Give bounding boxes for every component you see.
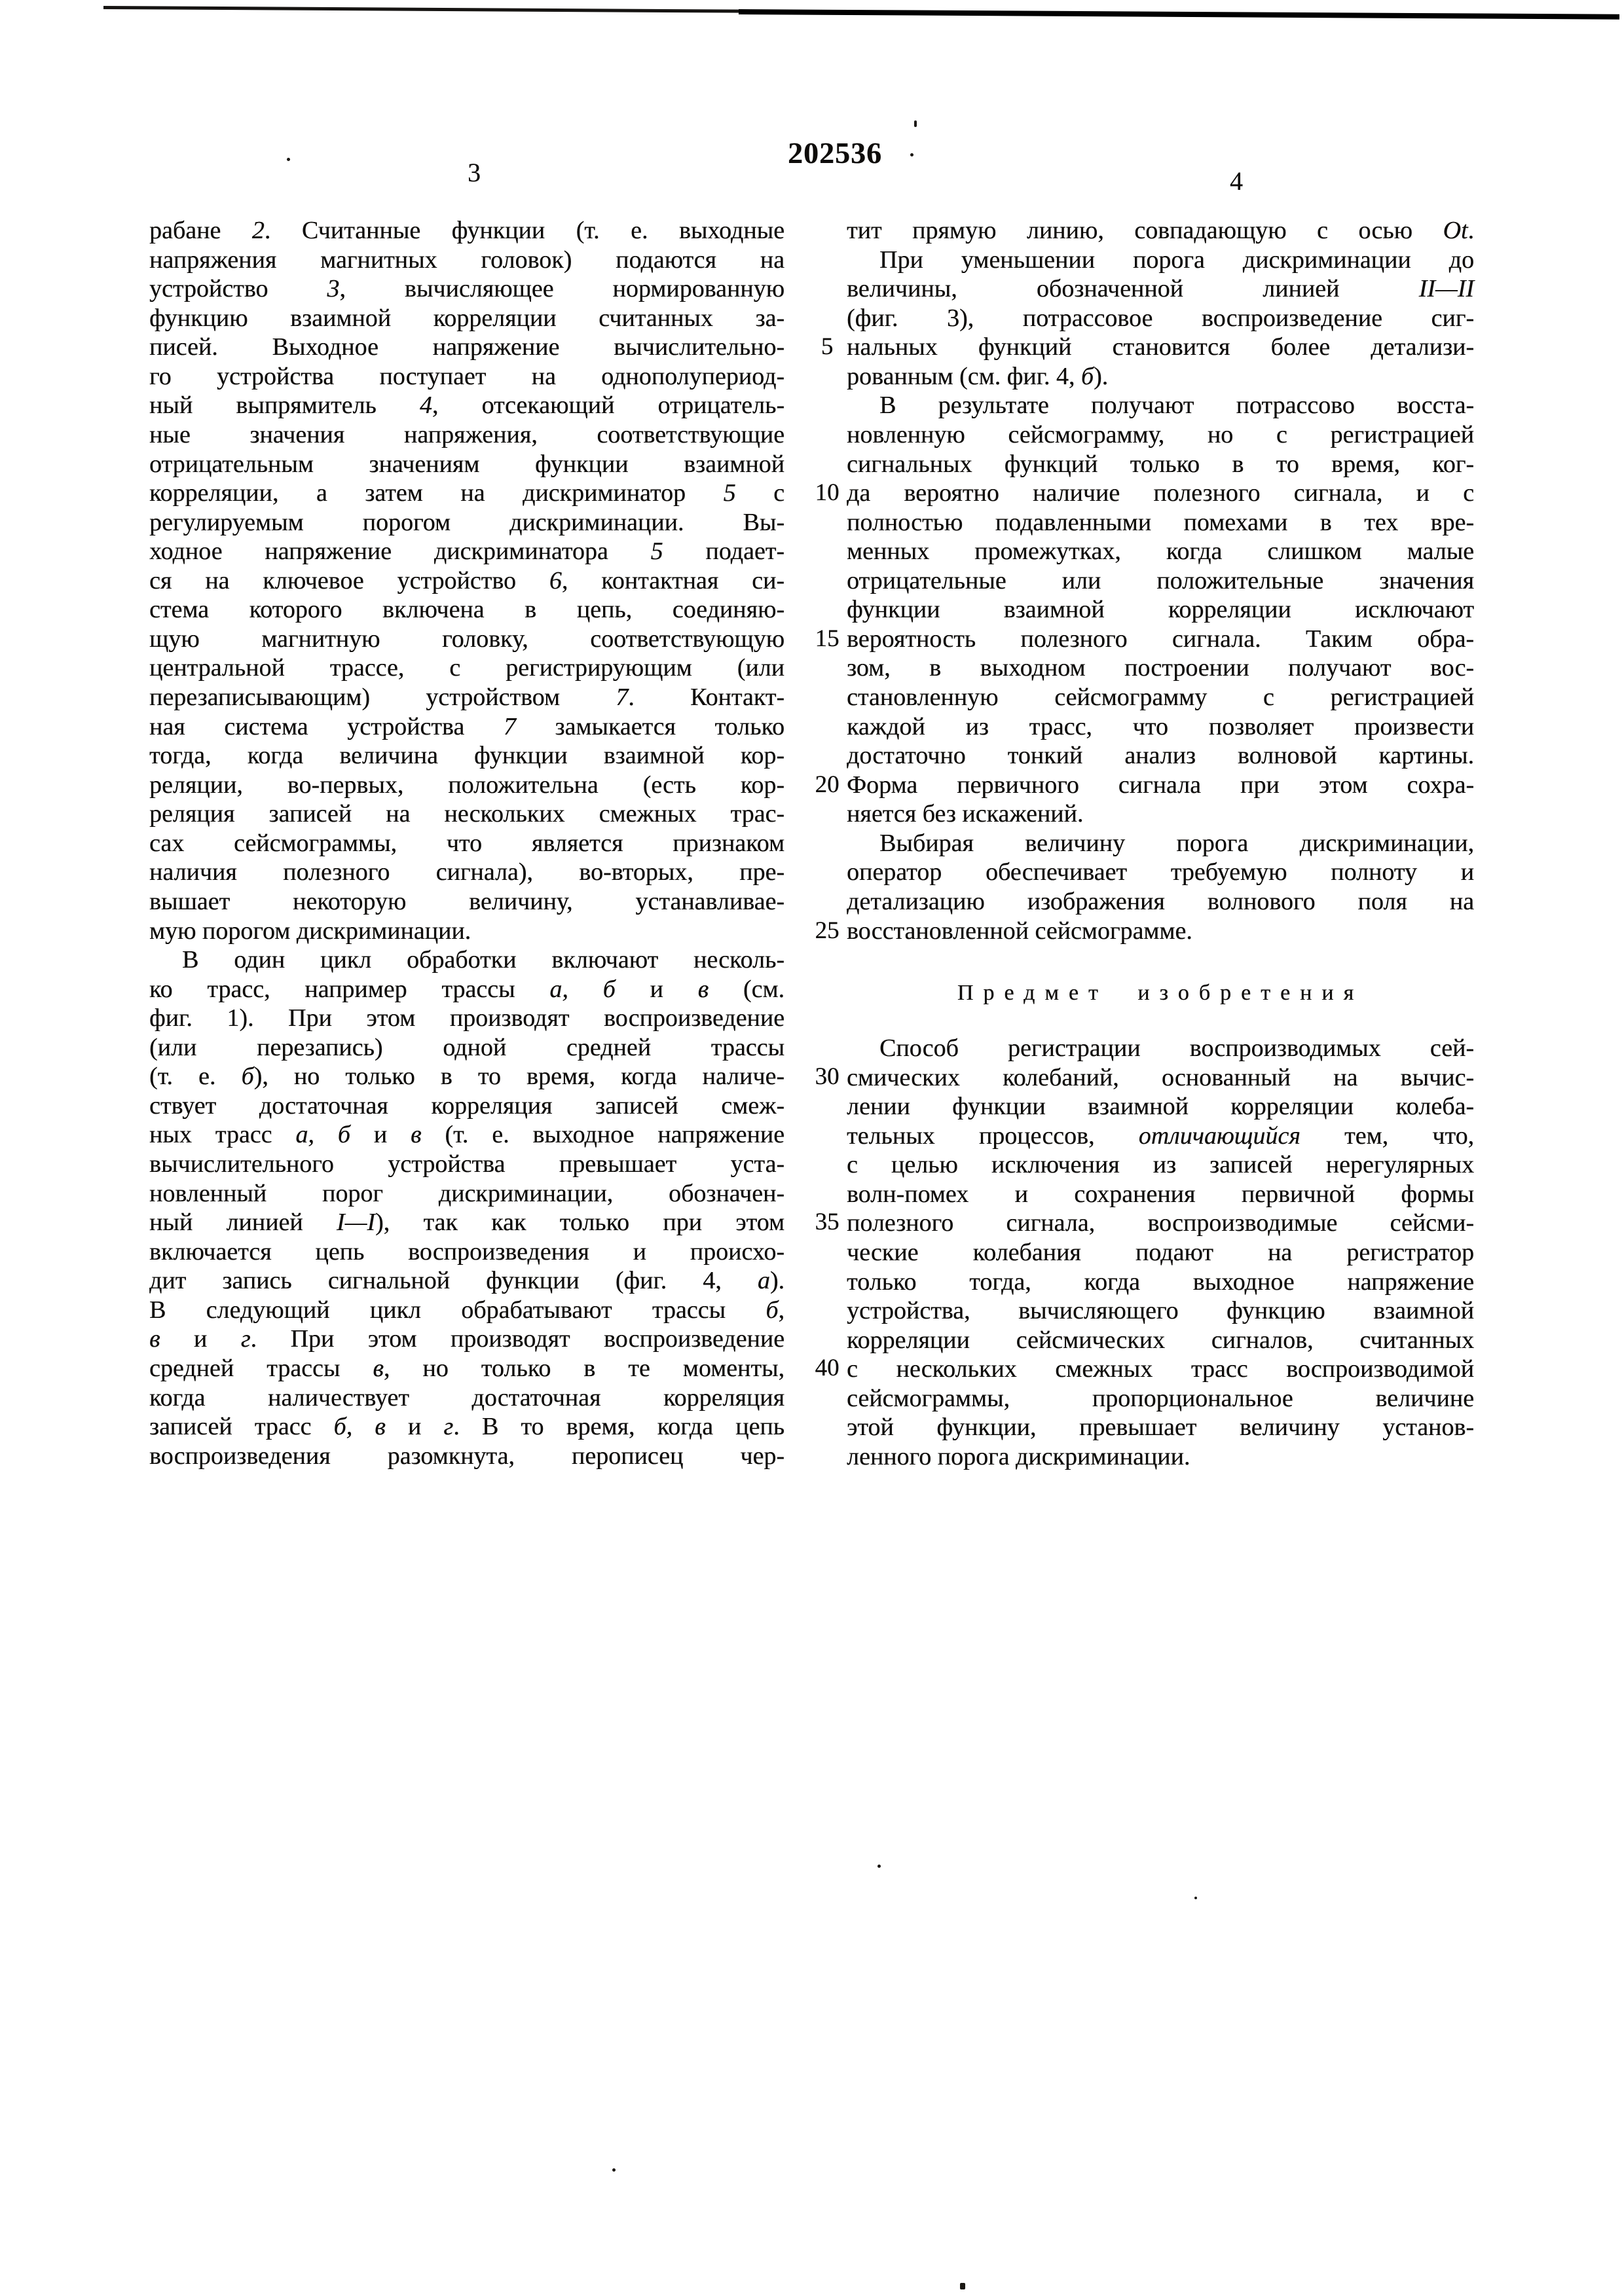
text-line: При уменьшении порога дискриминации до [879, 246, 1474, 274]
text-line: центральной трассе, с регистрирующим (или [149, 654, 784, 682]
gutter-line-number: 25 [815, 917, 840, 944]
text-line: устройства, вычисляющего функцию взаимной [847, 1297, 1474, 1325]
text-line: восстановленной сейсмограмме. [847, 917, 1192, 945]
text-line: достаточно тонкий анализ волновой картины. [847, 742, 1474, 770]
text-line: стема которого включена в цепь, соединяю- [149, 596, 784, 624]
text-line: оператор обеспечивает требуемую полноту и [847, 858, 1474, 886]
text-line: ческие колебания подают на регистратор [847, 1238, 1474, 1266]
text-line: ный выпрямитель 4, отсекающий отрицатель- [149, 392, 784, 420]
text-line: ный линией I—I), так как только при этом [149, 1209, 784, 1237]
text-line: ные значения напряжения, соответствующие [149, 420, 784, 448]
text-line: зом, в выходном построении получают вос- [847, 654, 1474, 682]
scan-speck [960, 2283, 965, 2289]
text-line: Выбирая величину порога дискриминации, [879, 829, 1474, 857]
gutter-line-number: 30 [815, 1063, 840, 1090]
gutter-line-number: 35 [815, 1209, 840, 1236]
text-line: воспроизведения разомкнута, перописец чер- [149, 1442, 784, 1470]
text-line: устройство 3, вычисляющее нормированную [149, 275, 785, 303]
gutter-line-number: 15 [815, 625, 840, 652]
text-line: с нескольких смежных трасс воспроизводимой [847, 1355, 1474, 1383]
text-line: нальных функций становится более детализи- [847, 333, 1474, 361]
text-line: ко трасс, например трассы а, б и в (см. [149, 975, 784, 1003]
text-line: записей трасс б, в и г. В то время, когда цепь [149, 1413, 785, 1441]
text-line: вероятность полезного сигнала. Таким обра- [847, 625, 1474, 653]
text-line: сейсмограммы, пропорциональное величине [847, 1384, 1474, 1412]
text-line: когда наличествует достаточная корреляция [149, 1383, 784, 1412]
text-line: рабане 2. Считанные функции (т. е. выходные [149, 217, 784, 244]
gutter-line-number: 20 [815, 771, 840, 798]
text-line: в и г. При этом производят воспроизведение [149, 1325, 784, 1353]
page-number-right: 4 [1230, 166, 1243, 196]
text-line: (т. е. б), но только в то время, когда наличе- [149, 1063, 784, 1091]
text-line: корреляции сейсмических сигналов, считанных [847, 1326, 1474, 1354]
text-line: отрицательные или положительные значения [847, 566, 1474, 594]
text-line: тогда, когда величина функции взаимной кор- [149, 742, 784, 770]
scan-speck [914, 120, 917, 127]
text-line: отрицательным значениям функции взаимной [149, 450, 784, 478]
text-line: наличия полезного сигнала), во-вторых, пре- [149, 858, 784, 886]
text-line: вычислительного устройства превышает уста- [149, 1150, 784, 1178]
text-line: ствует достаточная корреляция записей смеж- [149, 1091, 784, 1120]
text-line: новленный порог дискриминации, обозначен- [149, 1179, 784, 1207]
scan-speck [910, 153, 913, 156]
text-line: В следующий цикл обрабатывают трассы б, [149, 1296, 784, 1324]
text-line: корреляции, а затем на дискриминатор 5 с [149, 479, 785, 507]
text-line: ных трасс а, б и в (т. е. выходное напряжение [149, 1121, 784, 1149]
gutter-line-number: 5 [821, 333, 834, 361]
text-line: регулируемым порогом дискриминации. Вы- [149, 508, 784, 536]
patent-number: 202536 [788, 136, 882, 170]
claim-heading: Предмет изобретения [957, 981, 1364, 1005]
top-rule-overlay [739, 9, 1619, 20]
text-line: становленную сейсмограмму с регистрацией [847, 683, 1474, 711]
text-line: полностью подавленными помехами в тех вре- [847, 508, 1474, 536]
text-line: менных промежутках, когда слишком малые [847, 538, 1474, 566]
text-line: только тогда, когда выходное напряжение [847, 1267, 1474, 1296]
text-line: детализацию изображения волнового поля на [847, 887, 1474, 915]
text-line: реляции, во-первых, положительна (есть кор- [149, 771, 784, 799]
text-line: полезного сигнала, воспроизводимые сейсми- [847, 1209, 1474, 1237]
text-line: сах сейсмограммы, что является признаком [149, 829, 784, 857]
text-line: Форма первичного сигнала при этом сохра- [847, 771, 1474, 799]
text-line: щую магнитную головку, соответствующую [149, 625, 784, 653]
text-line: реляция записей на нескольких смежных трас- [149, 800, 784, 828]
text-line: тит прямую линию, совпадающую с осью Ot. [847, 217, 1474, 244]
text-line: включается цепь воспроизведения и происхо- [149, 1237, 784, 1266]
text-line: тельных процессов, отличающийся тем, что, [847, 1121, 1474, 1150]
page-number-left: 3 [468, 158, 481, 187]
text-line: ходное напряжение дискриминатора 5 подает- [149, 538, 784, 566]
text-line: В результате получают потрассово восста- [879, 392, 1474, 420]
left-column [149, 216, 784, 1470]
text-line: величины, обозначенной линией II—II [847, 275, 1474, 303]
text-line: ленного порога дискриминации. [847, 1442, 1190, 1470]
text-line: этой функции, превышает величину установ- [847, 1413, 1474, 1442]
text-line: Способ регистрации воспроизводимых сей- [879, 1034, 1474, 1062]
text-line: го устройства поступает на однополупериод- [149, 362, 784, 390]
gutter-line-number: 10 [815, 479, 840, 507]
right-column [847, 216, 1474, 945]
text-line: дит запись сигнальной функции (фиг. 4, а). [149, 1267, 784, 1295]
text-line: напряжения магнитных головок) подаются на [149, 246, 784, 274]
claim-paragraph [847, 1034, 1474, 1471]
text-line: перезаписывающим) устройством 7. Контакт- [149, 683, 784, 711]
text-line: (фиг. 3), потрассовое воспроизведение сиг- [847, 304, 1474, 332]
text-line: В один цикл обработки включают несколь- [182, 946, 784, 974]
text-line: функцию взаимной корреляции считанных за- [149, 304, 784, 332]
text-line: с целью исключения из записей нерегулярных [847, 1151, 1474, 1179]
text-line: (или перезапись) одной средней трассы [149, 1033, 784, 1061]
text-line: писей. Выходное напряжение вычислительно- [149, 333, 784, 361]
text-line: да вероятно наличие полезного сигнала, и с [847, 479, 1474, 507]
scan-speck [287, 158, 290, 161]
text-line: ся на ключевое устройство 6, контактная си- [149, 566, 784, 594]
text-line: рованным (см. фиг. 4, б). [847, 362, 1109, 390]
text-line: сигнальных функций только в то время, ког- [847, 450, 1474, 478]
text-line: лении функции взаимной корреляции колеба- [847, 1093, 1474, 1121]
text-line: волн-помех и сохранения первичной формы [847, 1180, 1474, 1208]
scan-speck [877, 1865, 881, 1868]
text-line: новленную сейсмограмму, но с регистрацией [847, 420, 1474, 448]
text-line: ная система устройства 7 замыкается только [149, 712, 784, 740]
scan-speck [612, 2168, 616, 2172]
gutter-line-number: 40 [815, 1355, 840, 1382]
text-line: вышает некоторую величину, устанавливае- [149, 887, 784, 915]
scan-speck [1194, 1897, 1197, 1899]
text-line: средней трассы в, но только в те моменты, [149, 1354, 784, 1382]
text-line: каждой из трасс, что позволяет произвести [847, 712, 1474, 740]
text-line: функции взаимной корреляции исключают [847, 596, 1474, 624]
text-line: смических колебаний, основанный на вычис- [847, 1063, 1474, 1091]
text-line: няется без искажений. [847, 800, 1084, 828]
text-line: фиг. 1). При этом производят воспроизведение [149, 1004, 784, 1032]
text-line: мую порогом дискриминации. [149, 917, 471, 945]
